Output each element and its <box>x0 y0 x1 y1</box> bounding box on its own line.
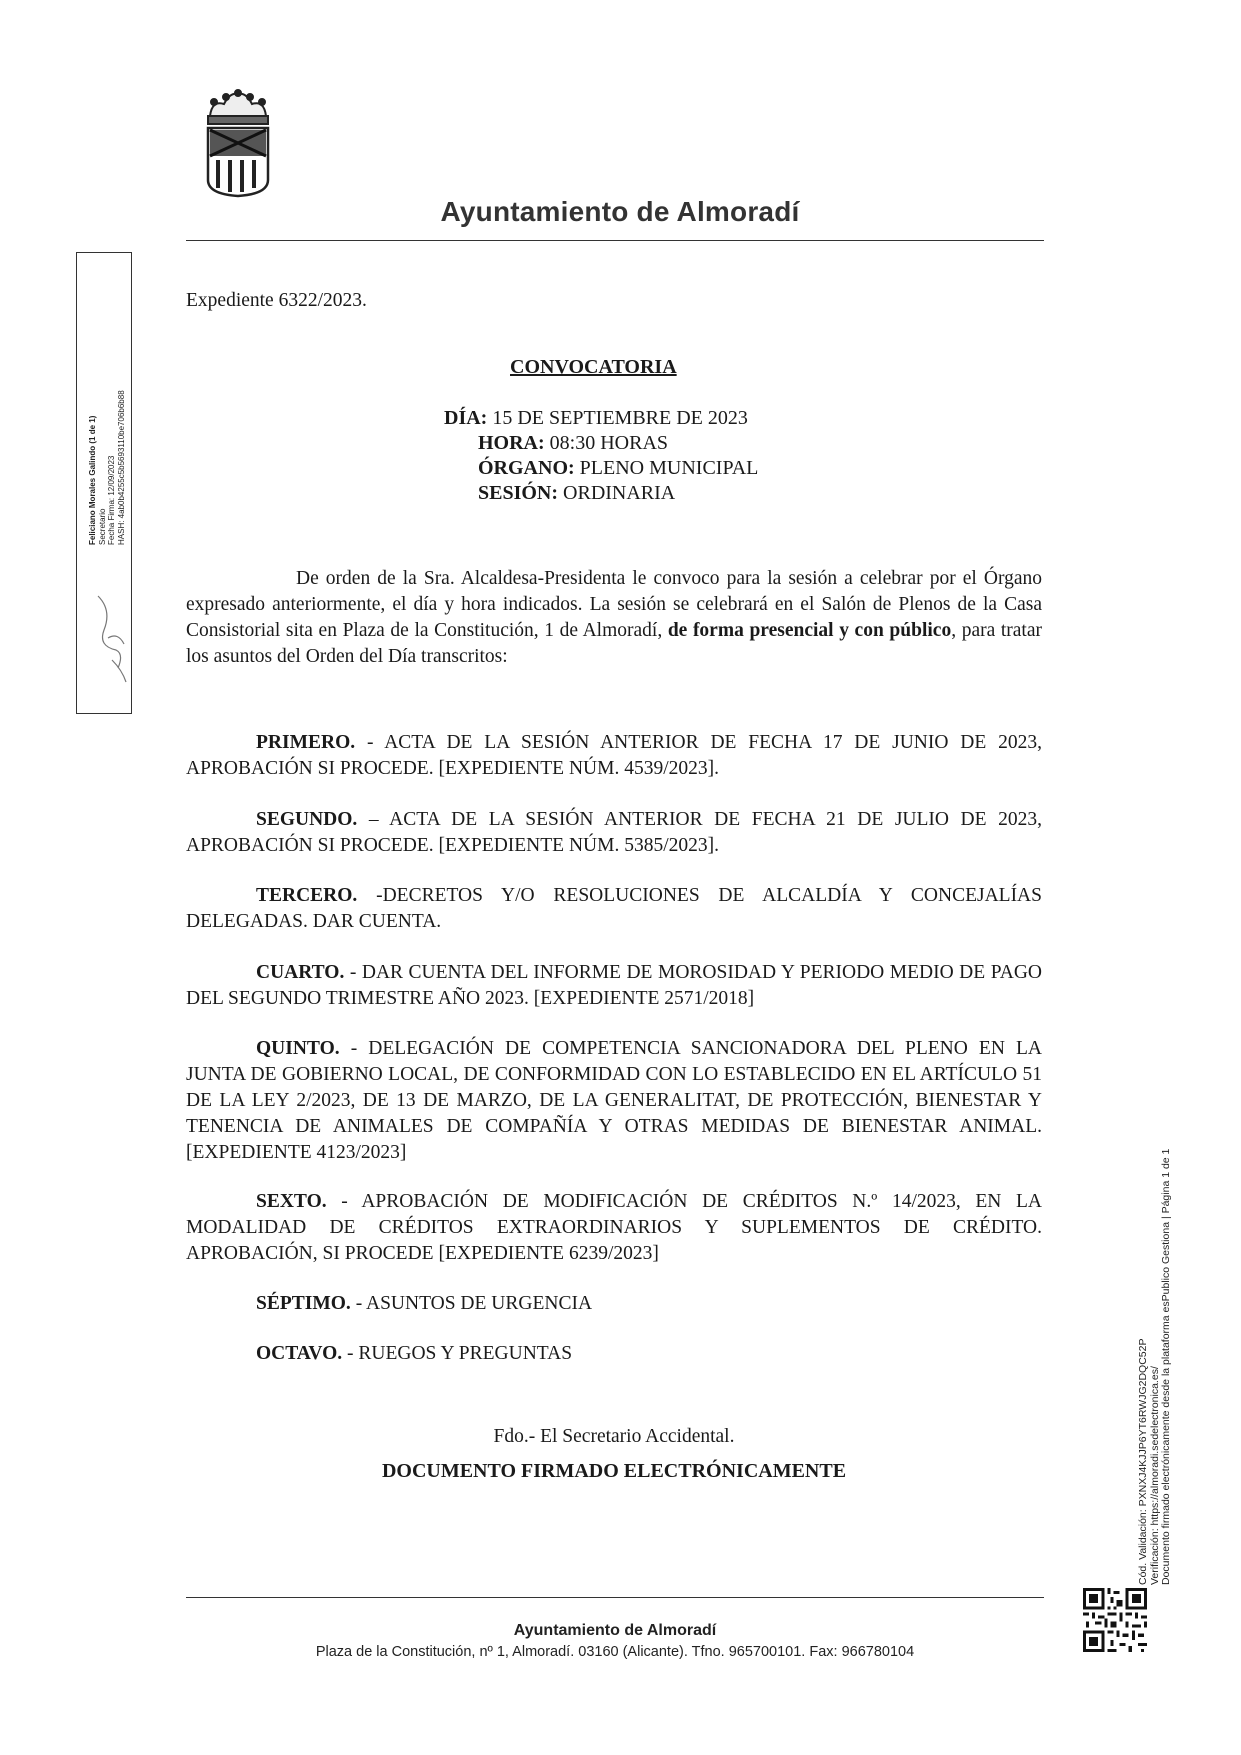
agenda-item <box>186 807 1042 859</box>
meeting-time-label: HORA: <box>478 432 545 454</box>
agenda-item-label: OCTAVO. <box>256 1343 343 1364</box>
qr-code-icon[interactable] <box>1083 1588 1147 1652</box>
footer-address: Plaza de la Constitución, nº 1, Almoradí. 03160 (Alicante). Tfno. 965700101. Fax: 966780104 <box>315 1644 915 1660</box>
agenda-item-text: - APROBACIÓN DE MODIFICACIÓN DE CRÉDITOS N.º 14/2023, EN LA MODALIDAD DE CRÉDITOS EXTRAORDINARIOS Y SUPLEMENTOS DE CRÉDITO. APROBACIÓN, SI PROCEDE [EXPEDIENTE 6239/2023] <box>186 1191 1042 1264</box>
agenda-item-label: QUINTO. <box>256 1038 340 1059</box>
signature-details <box>88 385 126 545</box>
meeting-day-label: DÍA: <box>444 407 488 429</box>
header-divider <box>186 240 1044 241</box>
page-title: Ayuntamiento de Almoradí <box>440 196 800 227</box>
meeting-day-value: 15 DE SEPTIEMBRE DE 2023 <box>487 407 748 429</box>
footer-divider <box>186 1597 1044 1598</box>
agenda-item <box>186 1189 1042 1267</box>
meeting-body-label: ÓRGANO: <box>478 457 575 479</box>
verification-url: Verificación: https://almoradi.sedelectronica.es/ <box>1148 1366 1161 1585</box>
meeting-body <box>478 456 758 481</box>
validation-code: Cód. Validación: PXNXJ4KJJP6YT6RWJG2DQC52P <box>1137 1338 1149 1585</box>
meeting-body-value: PLENO MUNICIPAL <box>574 457 759 479</box>
agenda-item-label: TERCERO. <box>256 885 358 906</box>
agenda-item <box>186 1036 1042 1166</box>
intro-text-bold: de forma presencial y con público <box>667 620 952 641</box>
agenda-item-label: CUARTO. <box>256 962 345 983</box>
meeting-day <box>444 406 748 431</box>
verification-strip <box>1138 1065 1173 1585</box>
signer-name: Feliciano Morales Galindo (1 de 1) <box>88 415 97 545</box>
handwritten-signature-icon <box>94 590 130 686</box>
agenda-item-text: - ACTA DE LA SESIÓN ANTERIOR DE FECHA 17 DE JUNIO DE 2023, APROBACIÓN SI PROCEDE. [EXPEDIENTE NÚM. 4539/2023]. <box>186 732 1042 779</box>
agenda-item-text: -DECRETOS Y/O RESOLUCIONES DE ALCALDÍA Y CONCEJALÍAS DELEGADAS. DAR CUENTA. <box>186 885 1042 932</box>
expediente-number: Expediente 6322/2023. <box>186 290 367 311</box>
agenda-item-label: PRIMERO. <box>256 732 356 753</box>
agenda-item-label: SEGUNDO. <box>256 809 358 830</box>
meeting-time-value: 08:30 HORAS <box>544 432 669 454</box>
agenda-item-text: - ASUNTOS DE URGENCIA <box>350 1293 593 1314</box>
intro-text-after: , para tratar los asuntos del Orden del Día transcritos: <box>186 620 1042 667</box>
agenda-item-label: SÉPTIMO. <box>256 1293 351 1314</box>
agenda-item-text: - DAR CUENTA DEL INFORME DE MOROSIDAD Y PERIODO MEDIO DE PAGO DEL SEGUNDO TRIMESTRE AÑO 2023. [EXPEDIENTE 2571/2018] <box>186 962 1042 1009</box>
intro-text-before: De orden de la Sra. Alcaldesa-Presidenta le convoco para la sesión a celebrar por el Órgano expresado anteriormente, el día y hora indicados. La sesión se celebrará en el Salón de Plenos de la Casa Consistorial sita en Plaza de la Constitución, 1 de Almoradí, <box>186 568 1042 641</box>
footer-organization: Ayuntamiento de Almoradí <box>513 1622 717 1639</box>
agenda-item <box>186 960 1042 1012</box>
signatory-line: Fdo.- El Secretario Accidental. <box>493 1426 735 1447</box>
agenda-item-text: - RUEGOS Y PREGUNTAS <box>342 1343 573 1364</box>
agenda-item <box>186 730 1042 782</box>
meeting-session-value: ORDINARIA <box>558 482 676 504</box>
agenda-item <box>186 1291 1042 1317</box>
convocatoria-title: CONVOCATORIA <box>510 356 677 378</box>
agenda-item-text: - DELEGACIÓN DE COMPETENCIA SANCIONADORA DEL PLENO EN LA JUNTA DE GOBIERNO LOCAL, DE CONFORMIDAD CON LO ESTABLECIDO EN EL ARTÍCULO 51 DE LA LEY 2/2023, DE 13 DE MARZO, DE LA GENERALITAT, DE PROTECCIÓN, BIENESTAR Y TENENCIA DE ANIMALES DE COMPAÑÍA Y OTRAS MEDIDAS DE BIENESTAR ANIMAL. [EXPEDIENTE 4123/2023] <box>186 1038 1042 1163</box>
signature-date: Fecha Firma: 12/09/2023 <box>107 455 116 545</box>
agenda-item-text: – ACTA DE LA SESIÓN ANTERIOR DE FECHA 21 DE JULIO DE 2023, APROBACIÓN SI PROCEDE. [EXPEDIENTE NÚM. 5385/2023]. <box>186 809 1042 856</box>
meeting-session <box>478 481 675 506</box>
signer-role: Secretario <box>97 508 107 545</box>
municipal-coat-of-arms-icon <box>202 88 274 198</box>
agenda-item-label: SEXTO. <box>256 1191 327 1212</box>
agenda-item <box>186 1341 1042 1367</box>
signature-hash: HASH: 4ab0b4255c5b5693110be706b6b88 <box>116 390 126 545</box>
electronic-signature-notice: DOCUMENTO FIRMADO ELECTRÓNICAMENTE <box>381 1460 847 1482</box>
meeting-session-label: SESIÓN: <box>478 482 559 504</box>
platform-note: Documento firmado electrónicamente desde la plataforma esPublico Gestiona | Página 1 de 1 <box>1160 1148 1172 1585</box>
meeting-time <box>478 431 668 456</box>
intro-paragraph <box>186 566 1042 670</box>
agenda-item <box>186 883 1042 935</box>
